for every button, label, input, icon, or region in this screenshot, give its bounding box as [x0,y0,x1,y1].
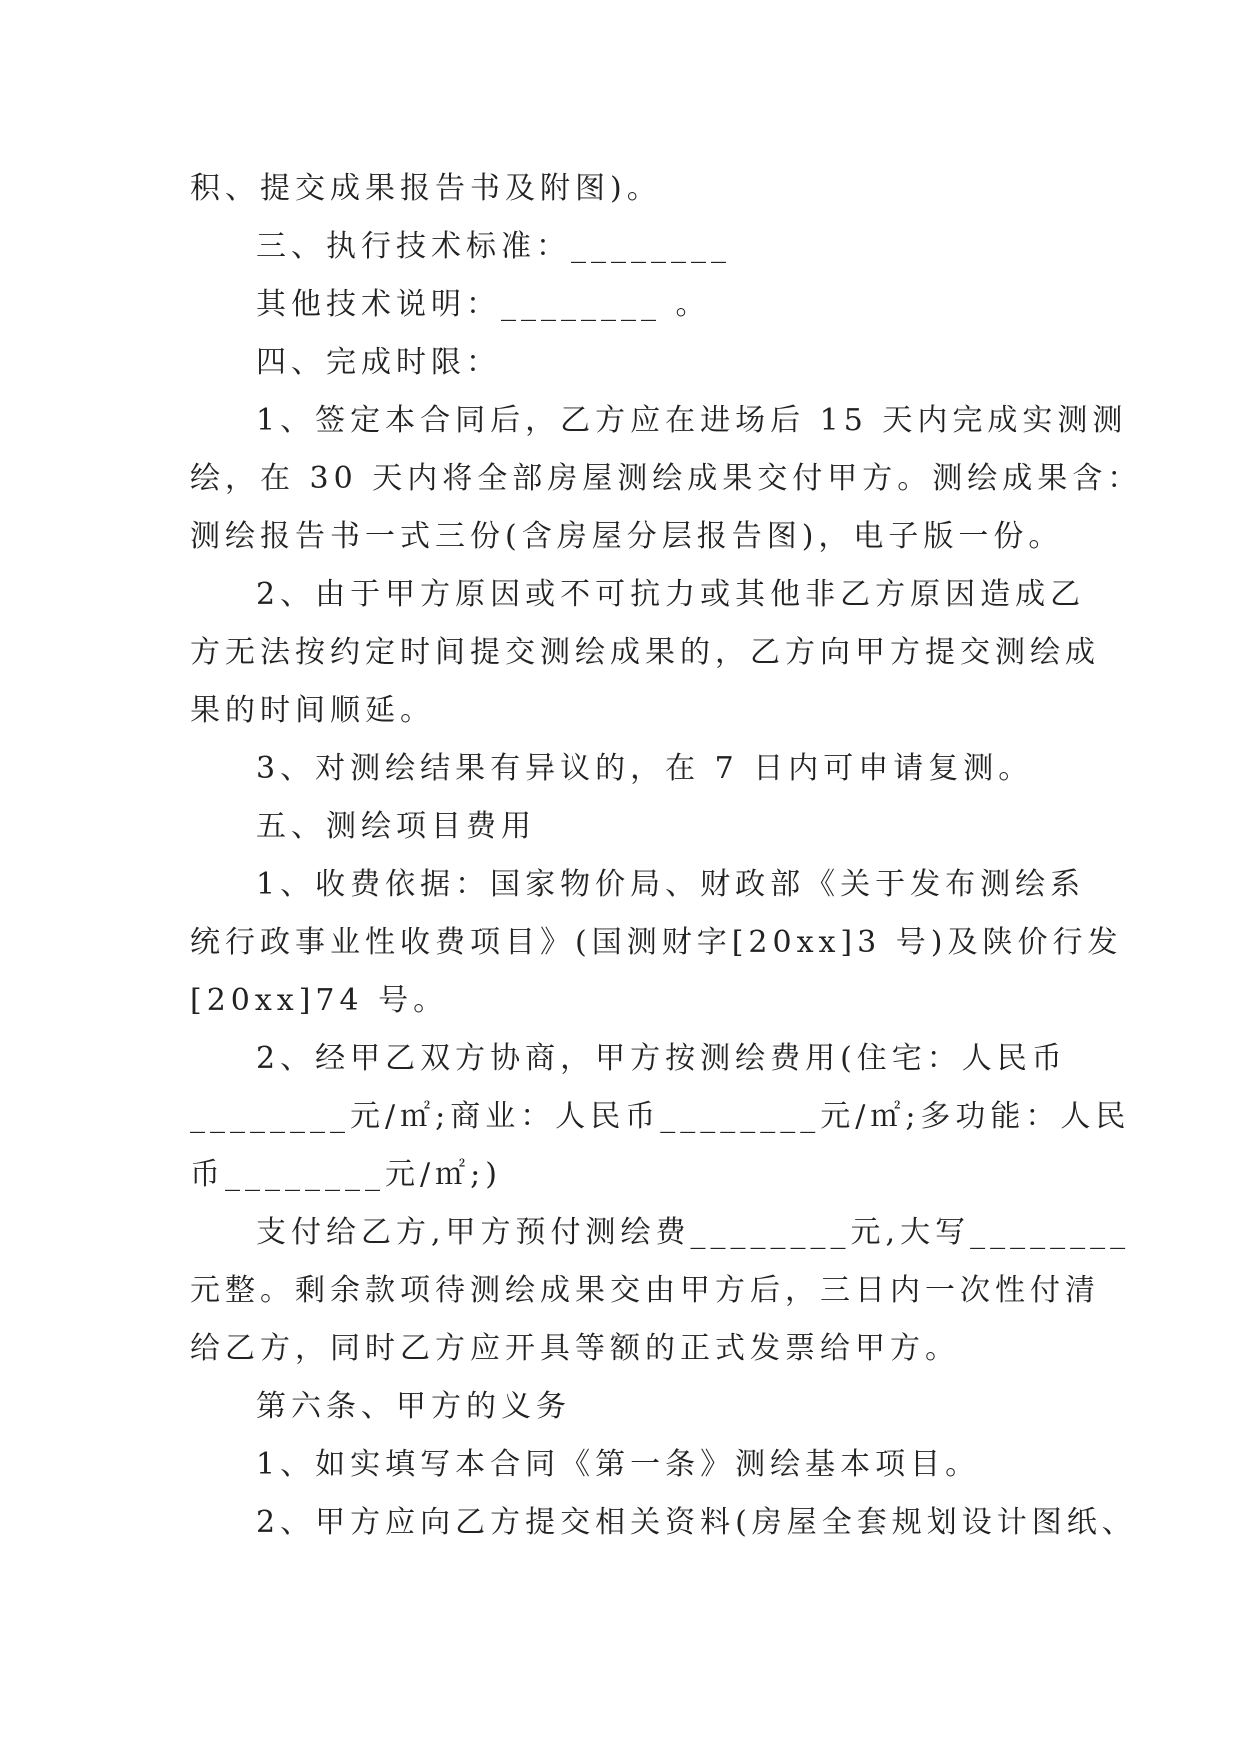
paragraph-line: 测绘报告书一式三份(含房屋分层报告图)，电子版一份。 [190,519,1064,554]
paragraph-line: 方无法按约定时间提交测绘成果的，乙方向甲方提交测绘成 [190,635,1100,670]
paragraph-line: 1、如实填写本合同《第一条》测绘基本项目。 [256,1447,981,1482]
paragraph-line: 元整。剩余款项待测绘成果交由甲方后，三日内一次性付清 [190,1273,1100,1308]
section-heading: 四、完成时限： [256,345,501,380]
paragraph-line: 2、由于甲方原因或不可抗力或其他非乙方原因造成乙 [256,577,1086,612]
section-heading: 第六条、甲方的义务 [256,1389,571,1424]
paragraph-line: 1、收费依据：国家物价局、财政部《关于发布测绘系 [256,867,1086,902]
paragraph-line: [20xx]74 号。 [190,983,449,1018]
paragraph-line: 其他技术说明：________ 。 [256,287,711,322]
paragraph-line: 2、甲方应向乙方提交相关资料(房屋全套规划设计图纸、 [256,1505,1137,1540]
paragraph-line: 果的时间顺延。 [190,693,435,728]
paragraph-line: 给乙方，同时乙方应开具等额的正式发票给甲方。 [190,1331,960,1366]
paragraph-line: 3、对测绘结果有异议的，在 7 日内可申请复测。 [256,751,1034,786]
paragraph-line: 1、签定本合同后，乙方应在进场后 15 天内完成实测测 [256,403,1128,438]
section-heading: 三、执行技术标准：________ [256,229,731,264]
paragraph-line: 统行政事业性收费项目》(国测财字[20xx]3 号)及陕价行发 [190,925,1123,960]
section-heading: 五、测绘项目费用 [256,809,536,844]
paragraph-line: ________元/㎡;商业：人民币________元/㎡;多功能：人民 [190,1099,1131,1134]
paragraph-line: 绘，在 30 天内将全部房屋测绘成果交付甲方。测绘成果含： [190,461,1143,496]
paragraph-line: 2、经甲乙双方协商，甲方按测绘费用(住宅：人民币 [256,1041,1067,1076]
paragraph-line: 币________元/㎡;) [190,1157,502,1192]
contract-body [190,160,1143,1552]
paragraph-line: 支付给乙方,甲方预付测绘费________元,大写________ [256,1215,1131,1250]
paragraph-line: 积、提交成果报告书及附图)。 [190,171,662,206]
